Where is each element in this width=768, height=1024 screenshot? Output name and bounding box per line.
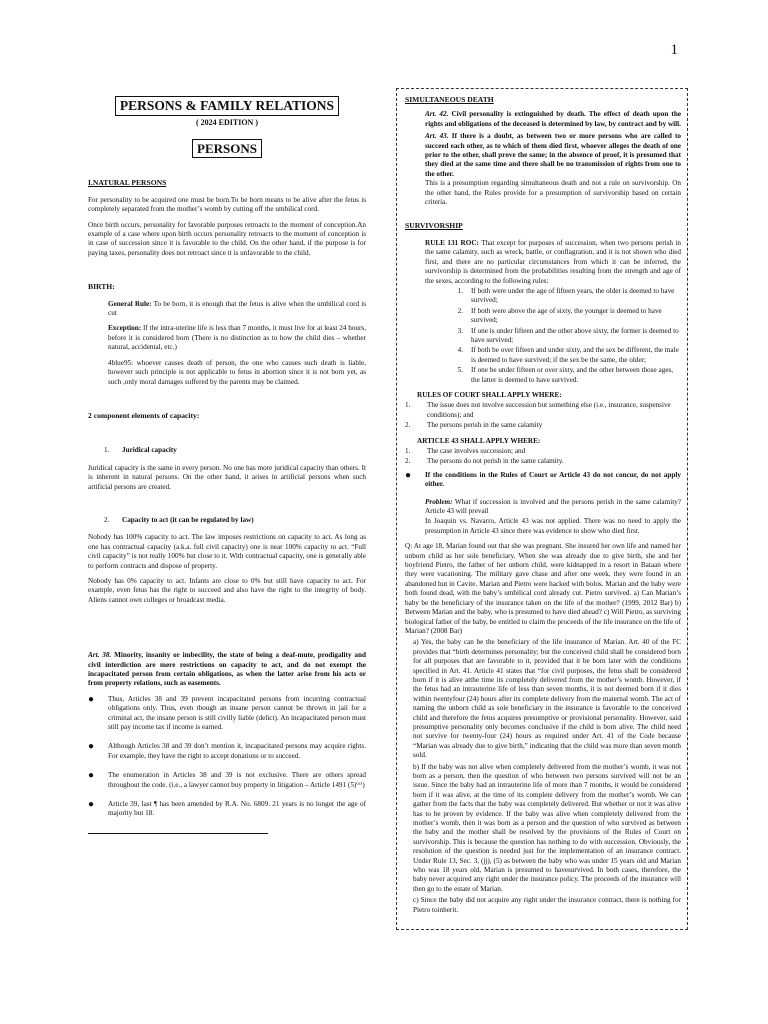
- capacity-components-heading: 2 component elements of capacity:: [88, 410, 200, 420]
- zero-capacity-text: Nobody has 0% capacity to act. Infants are close to 0% but still have capacity to act. For example, even fetus has the right to succeed and also have the right to the integrity of body. Aliens cannot own colleges or broadcast media.: [88, 576, 366, 604]
- section-title: PERSONS: [88, 139, 366, 158]
- juridical-capacity-text: Juridical capacity is the same in every person. No one has more juridical capacity than others. It is inherent in natural persons. On the other hand, it arises in artificial persons when such artificial persons are created.: [88, 463, 366, 491]
- list-item: ● If the conditions in the Rules of Court or Article 43 do not concur, do not apply either.: [405, 469, 681, 489]
- document-title: PERSONS & FAMILY RELATIONS: [88, 96, 366, 116]
- list-item: ● Thus, Articles 38 and 39 prevent incapacitated persons from incurring contractual obligations only. Thus, even though an insane person cannot be thrown in jail for a criminal act, the insane person is still civilly liable (delict). An incapacitated person must still pay income tax if income is earned.: [88, 693, 366, 732]
- paragraph-birth-definition: For personality to be acquired one must be born.To be born means to be alive after the fetus is completely separated from the mother’s womb by cutting off the umbilical cord.: [88, 195, 366, 214]
- roc-apply-list: [405, 401, 681, 430]
- article-38: Art. 38. Minority, insanity or imbecility, the state of being a deaf-mute, prodigality and civil interdiction are mere restrictions on capacity to act, and do not exempt the incapacitated person from certain obligations, as when the latter arise from his acts or from property relations, such as easements.: [88, 651, 366, 688]
- list-item: 1. The case involves succession; and: [405, 447, 526, 455]
- list-item: ● Article 39, last ¶ has been amended by R.A. No. 6809. 21 years is no longer the age of majority but 18.: [88, 799, 366, 818]
- list-item: 4. If both be over fifteen and under sixty, and the sex be different, the male is deemed to have survived; if the sex be the same, the older;: [457, 346, 679, 364]
- question-text: Q: At age 18, Marian found out that she was pregnant. She insured her own life and named her unborn child as her sole beneficiary. When she was already due to give birth, she and her boyfriend Pietro, the father of her unborn child, were kidnapped in a resort in Bataan where they were vacationing. The military gave chase and after one week, they were found in an abandoned hut in Cavite. Marian and Pietro were hacked with bolos. Marian and the baby were both found dead, with the baby’s umbilical cord already cut. Pietro survived. a) Can Marian’s baby be the beneficiary of the insurance taken on the life of the mother? (1999, 2012 Bar) b) Between Marian and the baby, who is presumed to have died ahead? c) Will Pietro, as surviving biological father of the baby, be entitled to claim the proceeds of the life insurance on the life of Marian? (2008 Bar): [405, 542, 681, 635]
- answer-a: a) Yes, the baby can be the beneficiary of the life insurance of Marian. Art. 40 of the FC provides that “birth determines personality; but the conceived child shall be considered born for all purposes that are favorable to it, provided that it be born later with the conditions specified in Art. 41. Article 41 states that “for civil purposes, the fetus shall be considered born if it is alive atthe time its completely delivered from the mother’s womb. However, if the fetus had an intrauterine life of less than seven months, it is not deemed born if it dies within twentyfour (24) hours after its complete delivery from the maternal womb. The act of naming the unborn child as sole beneficiary in the insurance is favorable to the conceived child and therefore the fetus acquires presumptive or provisional personality. However, said presumptive personality only becomes conclusive if the child is born alive. The child need not survive for twenty-four (24) hours as required under Art. 41 of the Code because “Marian was already due to give birth,” indicating that the child was more than seven month sold.: [413, 638, 681, 760]
- problem: Problem: What if succession is involved and the persons perish in the same calamity? Article 43 will prevail: [425, 497, 681, 516]
- list-item: ● Although Articles 38 and 39 don’t mention it, incapacitated persons may acquire rights. For example, they have the right to accept donations or to succeed.: [88, 741, 366, 760]
- list-item: 1. The issue does not involve succession but something else (i.e., insurance, suspensive conditions); and: [405, 401, 671, 419]
- simultaneous-death-heading: SIMULTANEOUS DEATH: [405, 95, 494, 104]
- note-4blue95: 4blue95: whoever causes death of person, the one who causes such death is liable, however such principle is not applicable to fetus in abortion since it is not born yet, as such ,only moral damages suffered by the parents may be claimed.: [108, 358, 366, 386]
- footnote-divider: [88, 833, 268, 834]
- paragraph-retroaction: Once birth occurs, personality for favorable purposes retroacts to the moment of conception.An example of a case where upon birth occurs personality retroacts to the moment of conception is in case of succession since it is favorable to the child. On the other hand, if the purpose is for paying taxes, personality does not retroact since it is unfavorable to the child.: [88, 220, 366, 257]
- list-item: ● The enumeration in Articles 38 and 39 is not exclusive. There are others spread throughout the code. (i.e., a lawyer cannot buy property in litigation – Article 1491 (5)⁽⁶⁾): [88, 770, 366, 789]
- article-43: Art. 43. If there is a doubt, as between two or more persons who are called to succeed each other, as to which of them died first, whoever alleges the death of one prior to the other, shall prove the same; in the absence of proof, it is presumed that they died at the same time and there shall be no transmission of rights from one to the other.: [425, 132, 682, 178]
- list-item: 5. If one be under fifteen or over sixty, and the other between those ages, the latter is deemed to have survived.: [457, 366, 674, 384]
- right-column: [396, 88, 688, 930]
- art43-apply-list: [405, 447, 681, 467]
- juridical-capacity-heading: 1. Juridical capacity: [104, 446, 177, 455]
- left-column: [88, 96, 366, 834]
- page-number: 1: [670, 42, 678, 58]
- birth-heading: BIRTH:: [88, 282, 115, 292]
- natural-persons-heading: I.NATURAL PERSONS: [88, 178, 167, 188]
- exception: Exception: If the intra-uterine life is less than 7 months, it must live for at least 24 hours, before it is considered born (There is no distinction as to how the child dies – whether natural, accidental, etc.): [108, 324, 366, 352]
- answer-c: c) Since the baby did not acquire any right under the insurance contract, there is nothing for Pietro toinherit.: [413, 896, 681, 914]
- joaquin-note: In Joaquin vs. Navarro, Article 43 was not applied. There was no need to apply the presumption in Article 43 since there was evidence to show who died first.: [425, 517, 681, 535]
- bullet-icon: ●: [88, 741, 95, 753]
- list-item: 2. The persons perish in the same calamity: [405, 421, 543, 430]
- bullet-icon: ●: [88, 693, 95, 705]
- survivorship-rules: [405, 287, 681, 385]
- edition-label: ( 2024 EDITION ): [195, 118, 258, 127]
- list-item: 3. If one is under fifteen and the other above sixty, the former is deemed to have survived;: [457, 326, 679, 344]
- capacity-to-act-heading: 2. Capacity to act (it can be regulated by law): [104, 515, 254, 524]
- answer-b: b) If the baby was not alive when completely delivered from the mother’s womb, it was not born as a person, then the question of who between two persons survived will not be an issue. Since the baby had an intrauterine life of more than 7 months, it would be considered born if it was alive, at the time of its complete delivery from the mother’s womb. We can gather from the facts that the baby was completely delivered. But whether or not it was alive has to be proven by evidence. If the baby was alive when completely delivered from the mother’s womb, then it was born as a person and the question of who survived as between the baby and the mother shall be resolved by the provisions of the Rules of Court on survivorship. This is because the question has nothing to do with succession. Obviously, the resolution of the question is needed just for the implementation of an insurance contract. Under Rule 13, Sec. 3, (jj), (5) as between the baby who was under 15 years old and Marian who was 18 years old, Marian is presumed to havesurvived. In both cases, therefore, the baby never acquired any right under the insurance policy. The proceeds of the insurance will then go to the estate of Marian.: [413, 762, 681, 893]
- list-item: 2. The persons do not perish in the same calamity.: [405, 457, 564, 466]
- general-rule: General Rule: To be born, it is enough that the fetus is alive when the umbilical cord is cut: [108, 299, 366, 318]
- capacity-to-act-text: Nobody has 100% capacity to act. The law imposes restrictions on capacity to act. As long as one has contractual capacity (a.k.a. full civil capacity) one is near 100% capacity to act. “Full civil capacity” is not really 100% but close to it. With contractual capacity, one is generally able to perform contracts and dispose of property.: [88, 533, 366, 570]
- list-item: 2. If both were above the age of sixty, the younger is deemed to have survived;: [457, 306, 662, 325]
- bullet-icon: ●: [88, 770, 95, 782]
- list-item: 1. If both were under the age of fifteen years, the older is deemed to have survived;: [457, 286, 675, 305]
- bullet-icon: ●: [405, 469, 412, 481]
- rule-131: RULE 131 ROC: That except for purposes of succession, when two persons perish in the same calamity, such as wreck, battle, or conflagration, and it is not shown who died first, and there are no particular circumstances from which it can be inferred, the survivorship is determined from the probabilities resulting from the strength and age of the sexes, according to the following rules:: [425, 238, 682, 285]
- roc-apply-heading: RULES OF COURT SHALL APPLY WHERE:: [417, 390, 562, 399]
- article-42: Art. 42. Civil personality is extinguished by death. The effect of death upon the rights and obligations of the deceased is determined by law, by contract and by will.: [425, 110, 682, 128]
- survivorship-heading: SURVIVORSHIP: [405, 221, 463, 231]
- bar-question: [405, 542, 681, 915]
- bullet-icon: ●: [88, 799, 95, 811]
- art43-apply-heading: ARTICLE 43 SHALL APPLY WHERE:: [417, 436, 541, 445]
- presumption-note: This is a presumption regarding simultaneous death and not a rule on survivorship. On the other hand, the Rules provide for a presumption of survivorship based on certain criteria.: [425, 179, 681, 207]
